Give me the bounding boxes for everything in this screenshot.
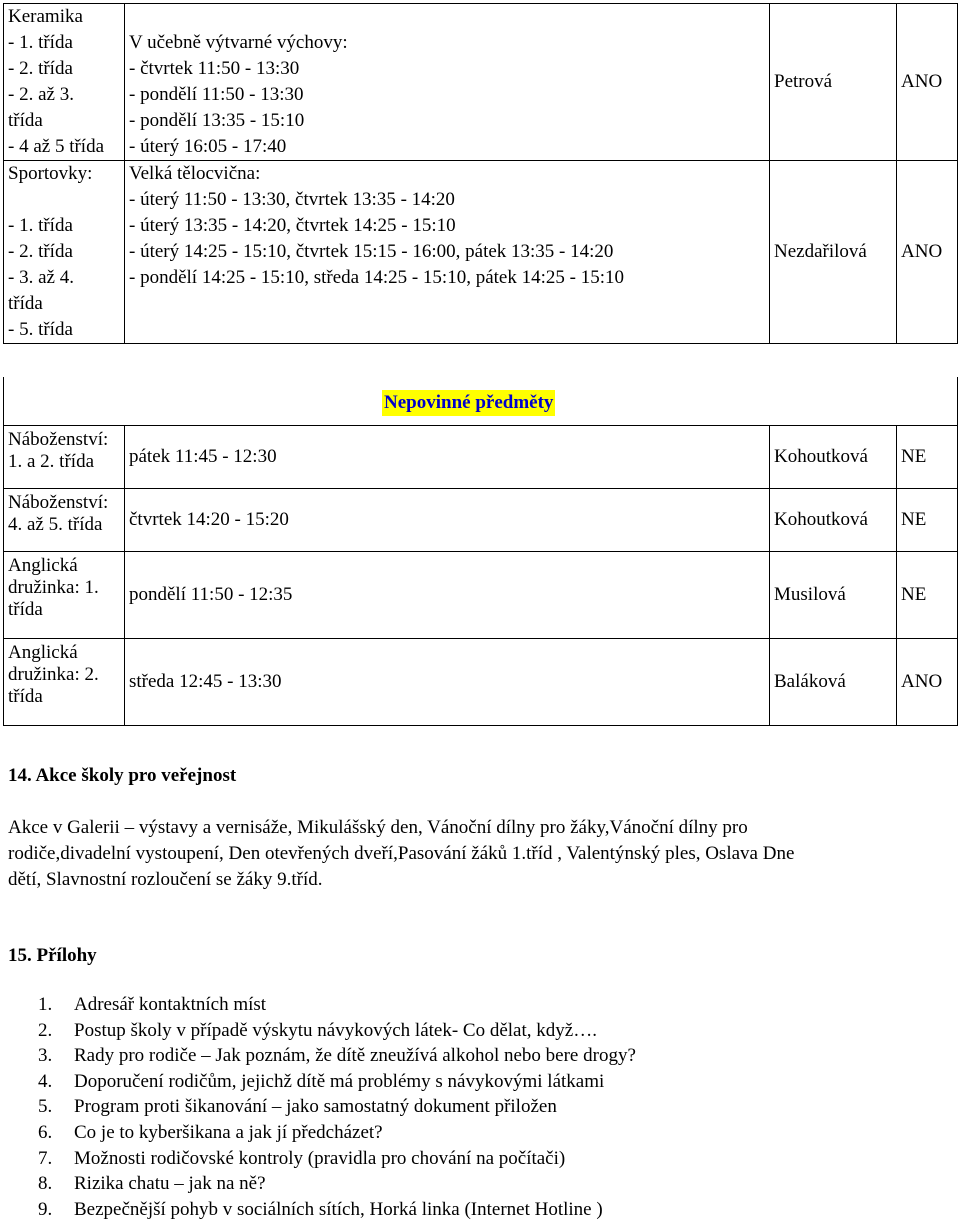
table-row — [4, 161, 958, 344]
paid-cell: NE — [897, 552, 958, 639]
list-item: 1. Adresář kontaktních míst — [38, 994, 267, 1015]
paid-cell: ANO — [897, 639, 958, 726]
teacher-cell: Musilová — [770, 552, 897, 639]
teacher-cell: Nezdařilová — [770, 161, 897, 344]
table-row — [4, 4, 958, 161]
subject-cell: Anglická družinka: 2. třída — [4, 639, 125, 726]
list-item: 8. Rizika chatu – jak na ně? — [38, 1173, 266, 1195]
list-item: 5. Program proti šikanování – jako samostatný dokument přiložen — [38, 1096, 557, 1118]
schedule-cell: V učebně výtvarné výchovy: - čtvrtek 11:50 - 13:30 - pondělí 11:50 - 13:30 - pondělí 13:35 - 15:10 - úterý 16:05 - 17:40 — [125, 4, 770, 161]
paid-cell: ANO — [897, 161, 958, 344]
list-item: 3. Rady pro rodiče – Jak poznám, že dítě zneužívá alkohol nebo bere drogy? — [38, 1045, 636, 1067]
subject-cell: Anglická družinka: 1. třída — [4, 552, 125, 639]
list-item: 9. Bezpečnější pohyb v sociálních sítích, Horká linka (Internet Hotline ) — [38, 1198, 603, 1220]
optional-subjects-heading-row — [3, 377, 958, 425]
table-row — [4, 489, 958, 552]
teacher-cell: Baláková — [770, 639, 897, 726]
table-row — [4, 552, 958, 639]
group-cell: Sportovky: - 1. třída - 2. třída - 3. až 4. třída - 5. třída — [4, 161, 125, 344]
section-14-heading: 14. Akce školy pro veřejnost — [8, 765, 237, 786]
optional-subjects-table — [3, 425, 958, 726]
schedule-cell: středa 12:45 - 13:30 — [125, 639, 770, 726]
paid-cell: NE — [897, 489, 958, 552]
section-15-heading: 15. Přílohy — [8, 945, 97, 966]
subject-cell: Náboženství: 4. až 5. třída — [4, 489, 125, 552]
table-row — [4, 639, 958, 726]
teacher-cell: Kohoutková — [770, 489, 897, 552]
list-item: 2. Postup školy v případě výskytu návykových látek- Co dělat, když…. — [38, 1019, 597, 1041]
attachments-list — [8, 992, 636, 1222]
list-item: 4. Doporučení rodičům, jejichž dítě má problémy s návykovými látkami — [38, 1070, 605, 1092]
section-14-paragraph: Akce v Galerii – výstavy a vernisáže, Mikulášský den, Vánoční dílny pro žáky,Vánoční dílny pro rodiče,divadelní vystoupení, Den otevřených dveří,Pasování žáků 1.tříd , Valentýnský ples, Oslava Dne dětí, Slavnostní rozloučení se žáky 9.tříd. — [8, 817, 795, 890]
subject-cell: Náboženství: 1. a 2. třída — [4, 426, 125, 489]
group-cell: Keramika - 1. třída - 2. třída - 2. až 3. třída - 4 až 5 třída — [4, 4, 125, 161]
optional-subjects-heading: Nepovinné předměty — [382, 390, 555, 416]
schedule-cell: Velká tělocvična: - úterý 11:50 - 13:30, čtvrtek 13:35 - 14:20 - úterý 13:35 - 14:20, čtvrtek 14:25 - 15:10 - úterý 14:25 - 15:10, čtvrtek 15:15 - 16:00, pátek 13:35 - 14:20 - pondělí 14:25 - 15:10, středa 14:25 - 15:10, pátek 14:25 - 15:10 — [125, 161, 770, 344]
table-row — [4, 426, 958, 489]
schedule-cell: pátek 11:45 - 12:30 — [125, 426, 770, 489]
paid-cell: NE — [897, 426, 958, 489]
schedule-cell: pondělí 11:50 - 12:35 — [125, 552, 770, 639]
teacher-cell: Petrová — [770, 4, 897, 161]
paid-cell: ANO — [897, 4, 958, 161]
list-item: 6. Co je to kyberšikana a jak jí předcházet? — [38, 1121, 383, 1143]
schedule-cell: čtvrtek 14:20 - 15:20 — [125, 489, 770, 552]
activities-table — [3, 3, 958, 344]
teacher-cell: Kohoutková — [770, 426, 897, 489]
list-item: 7. Možnosti rodičovské kontroly (pravidla pro chování na počítači) — [38, 1147, 566, 1169]
